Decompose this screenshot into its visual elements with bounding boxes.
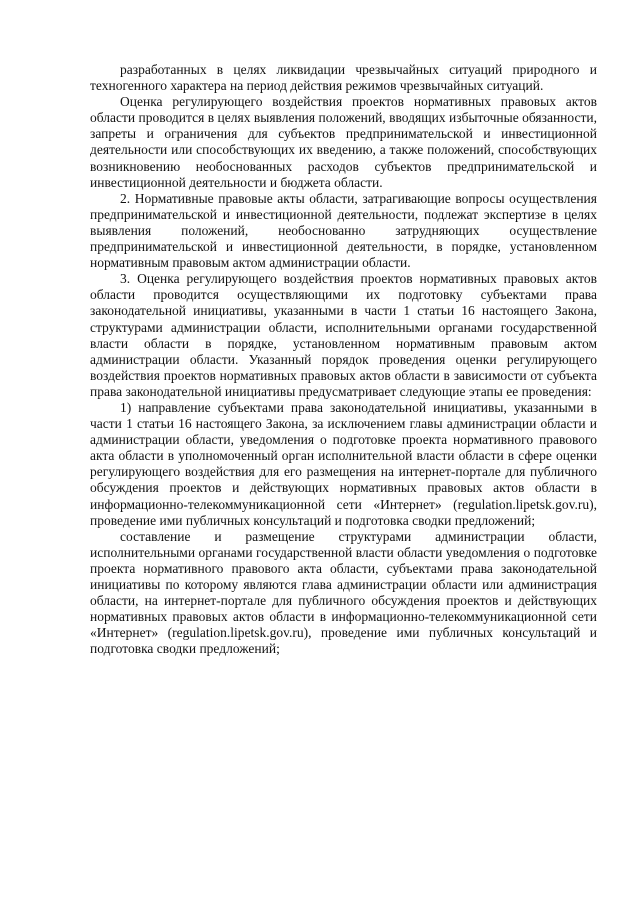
paragraph-subitem-1: 1) направление субъектами права законодательной инициативы, указанными в части 1 статьи 16 настоящего Закона, за исключением главы администрации области и администрации области, уведомления о подготовке проекта нормативного правового акта области в уполномоченный орган исполнительной власти области в сфере оценки регулирующего воздействия для его размещения на интернет-портале для публичного обсуждения проектов и действующих нормативных правовых актов области в информационно-телекоммуникационной сети «Интернет» (regulation.lipetsk.gov.ru), проведение ими публичных консультаций и подготовка сводки предложений; xyxy=(90,399,597,528)
paragraph-continuation: разработанных в целях ликвидации чрезвычайных ситуаций природного и техногенного характера на период действия режимов чрезвычайных ситуаций. xyxy=(90,62,597,94)
paragraph-subitem-2: составление и размещение структурами администрации области, исполнительными органами государственной власти области уведомления о подготовке проекта нормативного правового акта области, субъектами права законодательной инициативы по которому являются глава администрации области или администрация области, на интернет-портале для публичного обсуждения проектов и действующих нормативных правовых актов области в информационно-телекоммуникационной сети «Интернет» (regulation.lipetsk.gov.ru), проведение ими публичных консультаций и подготовка сводки предложений; xyxy=(90,528,597,657)
paragraph-item-2: 2. Нормативные правовые акты области, затрагивающие вопросы осуществления предпринимательской и инвестиционной деятельности, подлежат экспертизе в целях выявления положений, необоснованно затрудняющих осуществление предпринимательской и инвестиционной деятельности, в порядке, установленном нормативным правовым актом администрации области. xyxy=(90,190,597,271)
paragraph-item-3: 3. Оценка регулирующего воздействия проектов нормативных правовых актов области проводится осуществляющими их подготовку субъектами права законодательной инициативы, указанными в части 1 статьи 16 настоящего Закона, структурами администрации области, исполнительными органами государственной власти области в порядке, установленном нормативным правовым актом администрации области. Указанный порядок проведения оценки регулирующего воздействия проектов нормативных правовых актов области в зависимости от субъекта права законодательной инициативы предусматривает следующие этапы ее проведения: xyxy=(90,271,597,399)
paragraph-assessment-purpose: Оценка регулирующего воздействия проектов нормативных правовых актов области проводится в целях выявления положений, вводящих избыточные обязанности, запреты и ограничения для субъектов предпринимательской и инвестиционной деятельности или способствующих их введению, а также положений, способствующих возникновению необоснованных расходов субъектов предпринимательской и инвестиционной деятельности и бюджета области. xyxy=(90,94,597,190)
document-page xyxy=(90,62,597,657)
